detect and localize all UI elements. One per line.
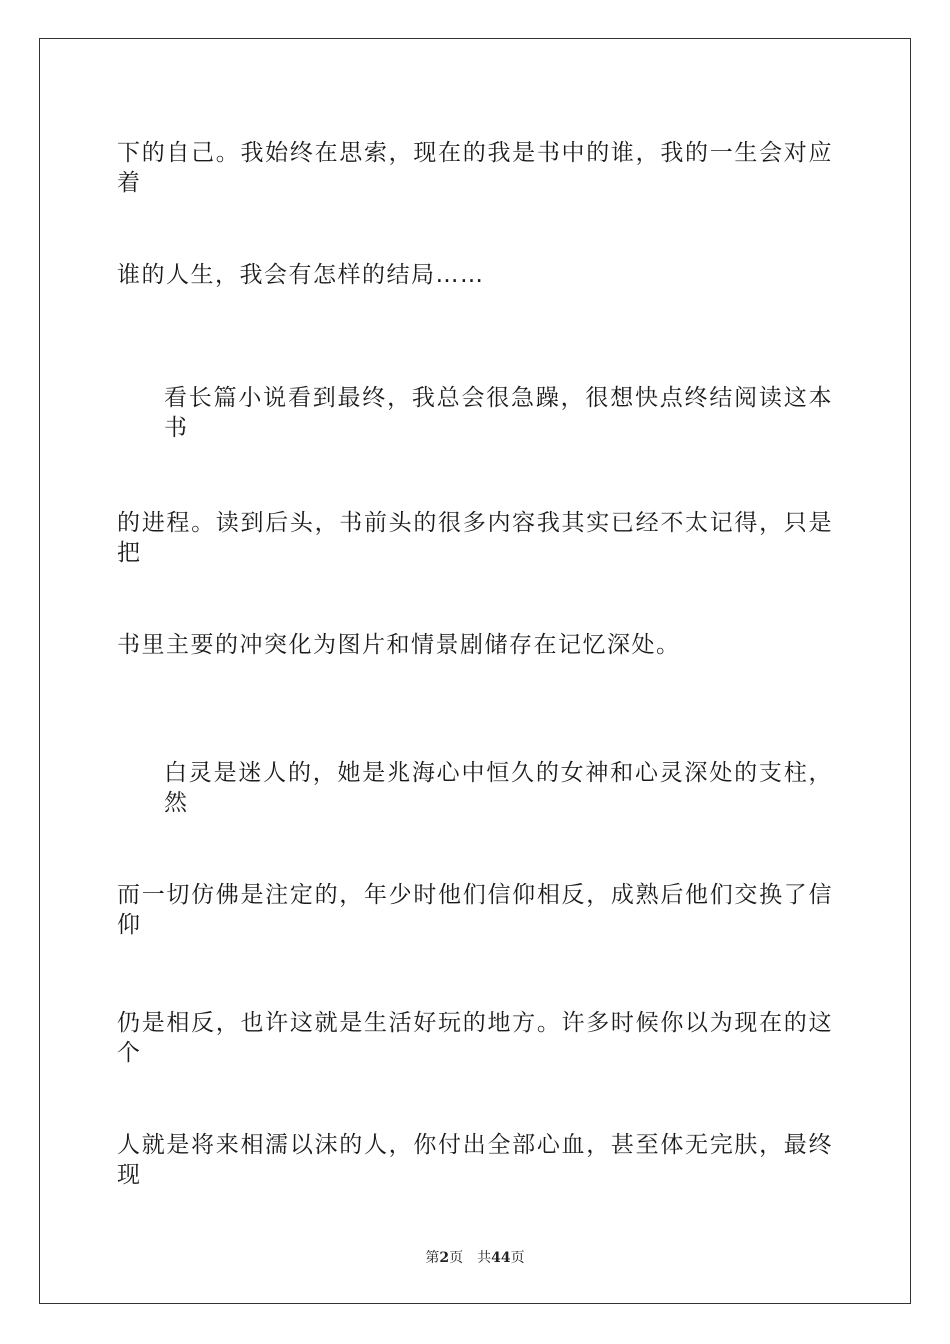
page-footer: [0, 1247, 950, 1267]
page-prefix: 第: [425, 1250, 440, 1266]
text-line: 而一切仿佛是注定的，年少时他们信仰相反，成熟后他们交换了信仰: [117, 882, 833, 938]
text-line: 书里主要的冲突化为图片和情景剧储存在记忆深处。: [117, 632, 681, 658]
text-line: 下的自己。我始终在思索，现在的我是书中的谁，我的一生会对应着: [117, 140, 833, 196]
text-line: 人就是将来相濡以沫的人，你付出全部心血，甚至体无完肤，最终现: [117, 1132, 833, 1188]
total-pages: 44: [491, 1250, 511, 1266]
text-line: 看长篇小说看到最终，我总会很急躁，很想快点终结阅读这本书: [164, 385, 833, 441]
page-number: 2: [439, 1250, 450, 1266]
total-prefix: 共: [477, 1250, 492, 1266]
text-line: 的进程。读到后头，书前头的很多内容我其实已经不太记得，只是把: [117, 510, 833, 566]
page-suffix: 页: [449, 1250, 464, 1266]
text-line: 仍是相反，也许这就是生活好玩的地方。许多时候你以为现在的这个: [117, 1010, 833, 1066]
text-line: 白灵是迷人的，她是兆海心中恒久的女神和心灵深处的支柱，然: [164, 760, 833, 816]
text-line: 谁的人生，我会有怎样的结局……: [117, 262, 485, 288]
total-suffix: 页: [510, 1250, 525, 1266]
page-border: [39, 38, 911, 1304]
